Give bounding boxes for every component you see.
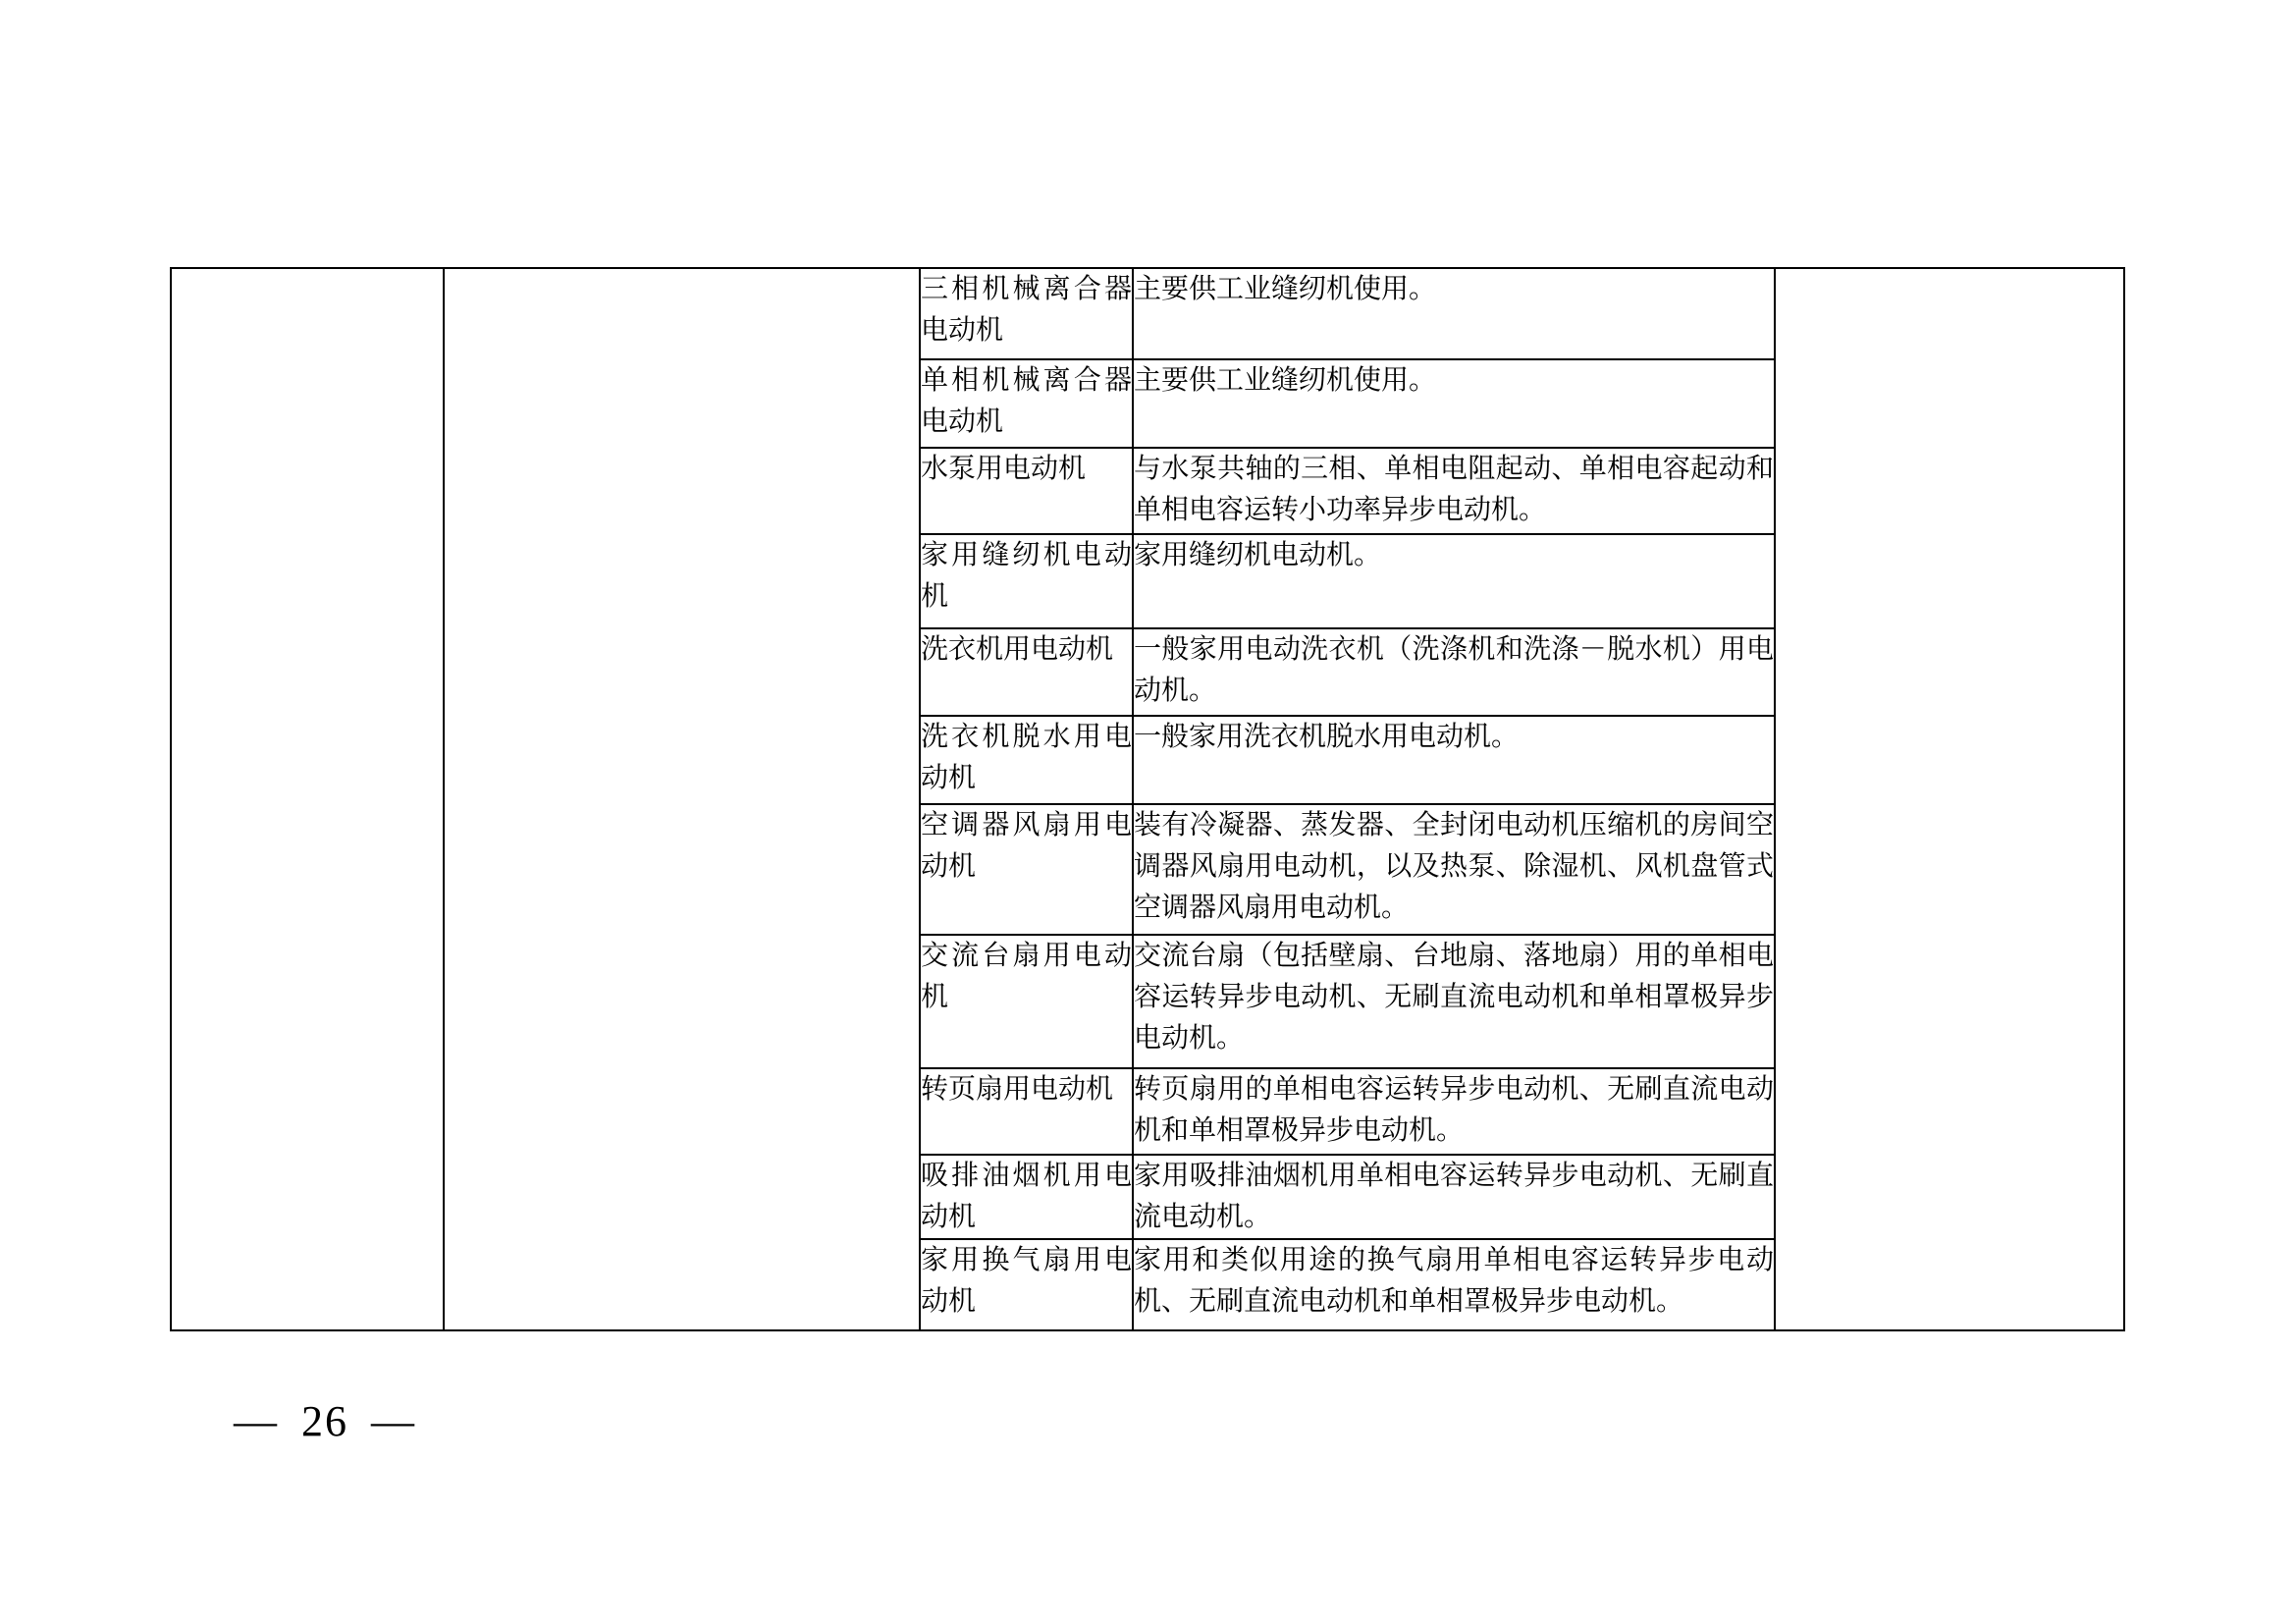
motor-description-cell: 转页扇用的单相电容运转异步电动机、无刷直流电动机和单相罩极异步电动机。 <box>1133 1068 1775 1155</box>
motor-description-cell: 一般家用洗衣机脱水用电动机。 <box>1133 716 1775 804</box>
motor-name-cell: 水泵用电动机 <box>920 448 1133 534</box>
motor-name-cell: 家用换气扇用电动机 <box>920 1239 1133 1330</box>
motor-name-cell: 洗衣机用电动机 <box>920 628 1133 716</box>
subcategory-column-cell <box>444 268 920 1330</box>
motor-description-cell: 家用吸排油烟机用单相电容运转异步电动机、无刷直流电动机。 <box>1133 1155 1775 1239</box>
motor-description-cell: 主要供工业缝纫机使用。 <box>1133 268 1775 359</box>
table-row <box>171 268 2124 359</box>
motor-name-cell: 空调器风扇用电动机 <box>920 804 1133 935</box>
motor-description-cell: 家用缝纫机电动机。 <box>1133 534 1775 628</box>
motor-name-cell: 家用缝纫机电动机 <box>920 534 1133 628</box>
remarks-column-cell <box>1775 268 2124 1330</box>
motor-description-cell: 一般家用电动洗衣机（洗涤机和洗涤－脱水机）用电动机。 <box>1133 628 1775 716</box>
motor-name-cell: 转页扇用电动机 <box>920 1068 1133 1155</box>
motor-description-cell: 与水泵共轴的三相、单相电阻起动、单相电容起动和单相电容运转小功率异步电动机。 <box>1133 448 1775 534</box>
motor-description-cell: 装有冷凝器、蒸发器、全封闭电动机压缩机的房间空调器风扇用电动机，以及热泵、除湿机、风机盘管式空调器风扇用电动机。 <box>1133 804 1775 935</box>
motor-description-cell: 家用和类似用途的换气扇用单相电容运转异步电动机、无刷直流电动机和单相罩极异步电动机。 <box>1133 1239 1775 1330</box>
motor-description-cell: 主要供工业缝纫机使用。 <box>1133 359 1775 448</box>
page-number: — 26 — <box>234 1397 416 1445</box>
motor-classification-table <box>170 267 2125 1331</box>
category-column-cell <box>171 268 444 1330</box>
motor-name-cell: 单相机械离合器电动机 <box>920 359 1133 448</box>
motor-name-cell: 交流台扇用电动机 <box>920 935 1133 1068</box>
motor-name-cell: 洗衣机脱水用电动机 <box>920 716 1133 804</box>
motor-name-cell: 吸排油烟机用电动机 <box>920 1155 1133 1239</box>
motor-name-cell: 三相机械离合器电动机 <box>920 268 1133 359</box>
motor-description-cell: 交流台扇（包括壁扇、台地扇、落地扇）用的单相电容运转异步电动机、无刷直流电动机和单相罩极异步电动机。 <box>1133 935 1775 1068</box>
